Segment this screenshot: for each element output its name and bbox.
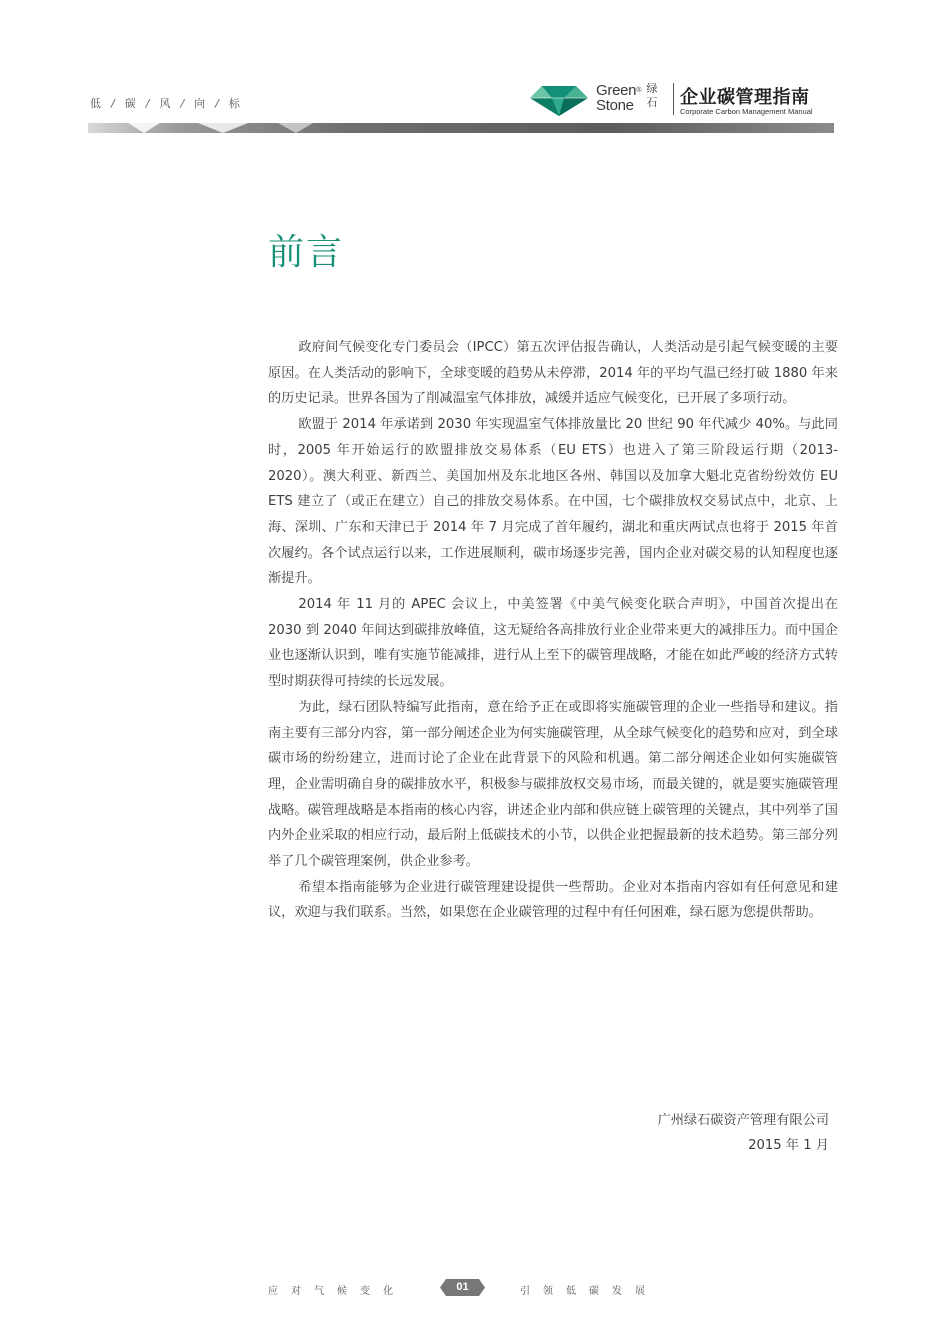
header-stripe: [88, 123, 834, 133]
tagline-char: 低: [90, 97, 102, 110]
footer-slogan-left: 应对气候变化: [268, 1286, 406, 1297]
greenstone-logo: [528, 80, 833, 120]
tagline-char: 碳: [124, 97, 137, 110]
paragraph: 欧盟于 2014 年承诺到 2030 年实现温室气体排放量比 20 世纪 90 年代减少 40%。与此同时，2005 年开始运行的欧盟排放交易体系（EU ETS）也进入了第三阶段运行期（2013-2020）。澳大利亚、新西兰、美国加州及东北地区各州、韩国以及加拿大魁北克省纷纷效仿 EU ETS 建立了（或正在建立）自己的排放交易体系。在中国，七个碳排放权交易试点中，北京、上海、深圳、广东和天津已于 2014 年 7 月完成了首年履约，湖北和重庆两试点也将于 2015 年首次履约。各个试点运行以来，工作进展顺利，碳市场逐步完善，国内企业对碳交易的认知程度也逐渐提升。: [268, 417, 838, 587]
logo-wordmark: [596, 83, 641, 113]
page-number-badge: [440, 1279, 485, 1296]
manual-subtitle: Corporate Carbon Management Manual: [680, 107, 813, 116]
paragraph: 2014 年 11 月的 APEC 会议上，中美签署《中美气候变化联合声明》，中国首次提出在 2030 到 2040 年间达到碳排放峰值，这无疑给各高排放行业企业带来更大的减排压力。而中国企业也逐渐认识到，唯有实施节能减排，进行从上至下的碳管理战略，才能在如此严峻的经济方式转型时期获得可持续的长远发展。: [268, 597, 838, 690]
paragraph: 政府间气候变化专门委员会（IPCC）第五次评估报告确认，人类活动是引起气候变暖的主要原因。在人类活动的影响下，全球变暖的趋势从未停滞，2014 年的平均气温已经打破 1880 年来的历史记录。世界各国为了削减温室气体排放，减缓并适应气候变化，已开展了多项行动。: [268, 340, 838, 407]
logo-green-text: Green: [596, 82, 637, 99]
registered-mark: ®: [636, 87, 642, 94]
tagline-char: 风: [159, 97, 172, 110]
paragraph: 为此，绿石团队特编写此指南，意在给予正在或即将实施碳管理的企业一些指导和建议。指南主要有三部分内容，第一部分阐述企业为何实施碳管理，从全球气候变化的趋势和应对，到全球碳市场的纷纷建立，进而讨论了企业在此背景下的风险和机遇。第二部分阐述企业如何实施碳管理，企业需明确自身的碳排放水平，积极参与碳排放权交易市场，而最关键的，就是要实施碳管理战略。碳管理战略是本指南的核心内容，讲述企业内部和供应链上碳管理的关键点，其中列举了国内外企业采取的相应行动，最后附上低碳技术的小节，以供企业把握最新的技术趋势。第三部分列举了几个碳管理案例，供企业参考。: [268, 699, 838, 870]
logo-divider: [673, 83, 674, 115]
gem-logo-icon: [528, 84, 590, 118]
paragraph: 希望本指南能够为企业进行碳管理建设提供一些帮助。企业对本指南内容如有任何意见和建议，欢迎与我们联系。当然，如果您在企业碳管理的过程中有任何困难，绿石愿为您提供帮助。: [268, 879, 838, 921]
header-tagline: [90, 95, 241, 111]
tagline-separator: /: [180, 97, 186, 110]
signature-company: 广州绿石碳资产管理有限公司: [657, 1113, 829, 1128]
signature-date: 2015 年 1 月: [748, 1138, 829, 1153]
preface-body: [268, 335, 838, 926]
page-title: 前言: [268, 232, 345, 273]
page-number: 01: [456, 1281, 469, 1293]
logo-stone-text: Stone: [596, 97, 634, 114]
tagline-separator: /: [111, 97, 116, 110]
tagline-char: 向: [194, 97, 207, 110]
logo-chinese-name: 绿石: [646, 82, 658, 109]
tagline-separator: /: [215, 97, 220, 110]
tagline-separator: /: [145, 97, 151, 110]
tagline-char: 标: [228, 97, 241, 110]
footer-slogan-right: 引领低碳发展: [520, 1286, 658, 1297]
manual-title: 企业碳管理指南: [680, 87, 810, 108]
signature-block: [658, 1108, 829, 1158]
